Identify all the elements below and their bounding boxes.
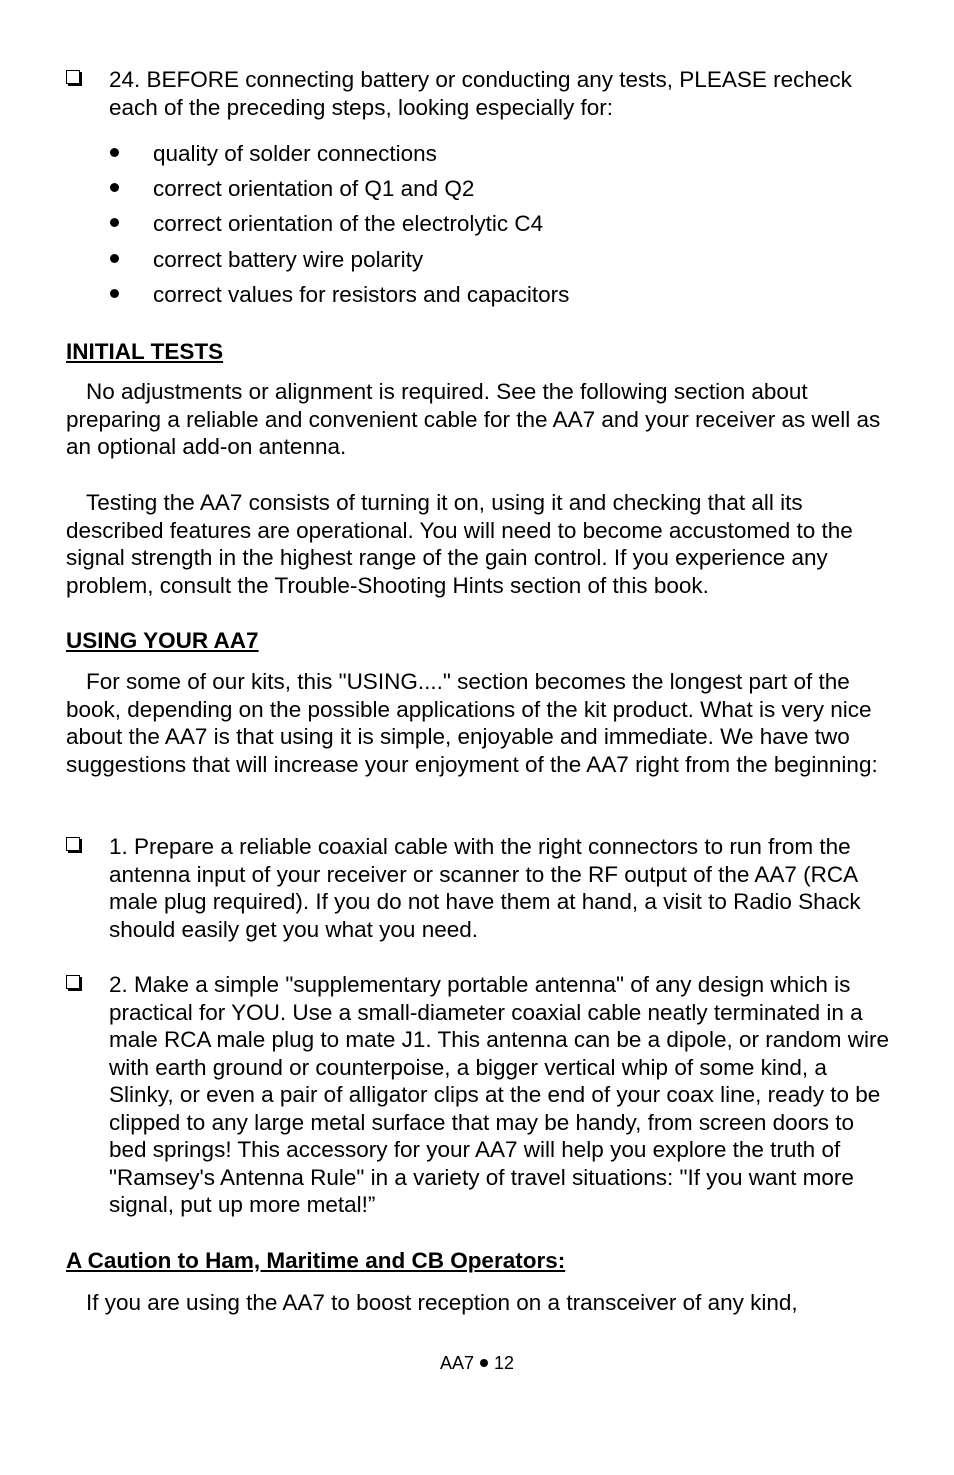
page-number: 12: [494, 1353, 515, 1373]
list-item: correct orientation of the electrolytic C4: [110, 210, 543, 238]
step-1-text: 1. Prepare a reliable coaxial cable with the right connectors to run from the antenna input of your receiver or scanner to the RF output of the AA7 (RCA male plug required). If you do not have them at hand, a visit to Radio Shack should easily get you what you need.: [109, 834, 861, 942]
checkbox-icon[interactable]: [66, 70, 80, 84]
bullet-icon: [110, 289, 119, 298]
step-2: [66, 971, 896, 1219]
list-item: correct battery wire polarity: [110, 246, 423, 274]
bullet-icon: [110, 183, 119, 192]
list-item: quality of solder connections: [110, 140, 437, 168]
checkbox-icon[interactable]: [66, 837, 80, 851]
checkbox-icon[interactable]: [66, 975, 80, 989]
footer-model: AA7: [439, 1353, 474, 1373]
using-para: For some of our kits, this "USING...." section becomes the longest part of the book, depending on the possible applications of the kit product. What is very nice about the AA7 is that using it is simple, enjoyable and immediate. We have two suggestions that will increase your enjoyment of the AA7 right from the beginning:: [66, 669, 878, 777]
initial-tests-heading: INITIAL TESTS: [66, 339, 224, 364]
bullet-icon: [110, 148, 119, 157]
page-footer: [0, 1350, 954, 1378]
bullet-icon: [480, 1359, 488, 1367]
list-item: correct values for resistors and capacitors: [110, 281, 569, 309]
bullet-icon: [110, 254, 119, 263]
initial-tests-para-2: Testing the AA7 consists of turning it on, using it and checking that all its described features are operational. You will need to become accustomed to the signal strength in the highest range of the gain control. If you experience any problem, consult the Trouble-Shooting Hints section of this book.: [66, 490, 853, 598]
initial-tests-para-1: No adjustments or alignment is required. See the following section about preparing a reliable and convenient cable for the AA7 and your receiver as well as an optional add-on antenna.: [66, 379, 881, 459]
bullet-icon: [110, 218, 119, 227]
list-item: correct orientation of Q1 and Q2: [110, 175, 474, 203]
step-2-text: 2. Make a simple "supplementary portable antenna" of any design which is practical for YOU. Use a small-diameter coaxial cable neatly terminated in a male RCA male plug to mate J1. This antenna can be a dipole, or random wire with earth ground or counterpoise, a bigger vertical whip of some kind, a Slinky, or even a pair of alligator clips at the end of your coax line, ready to be clipped to any large metal surface that may be handy, from screen doors to bed springs! This accessory for your AA7 will help you explore the truth of "Ramsey's Antenna Rule" in a variety of travel situations: "If you want more signal, put up more metal!”: [109, 972, 890, 1217]
caution-heading: A Caution to Ham, Maritime and CB Operators:: [66, 1248, 566, 1273]
step-1: [66, 833, 896, 943]
step-24-text: 24. BEFORE connecting battery or conducting any tests, PLEASE recheck each of the preceding steps, looking especially for:: [109, 67, 852, 120]
using-heading: USING YOUR AA7: [66, 628, 259, 653]
step-24: [66, 66, 896, 121]
caution-para: If you are using the AA7 to boost reception on a transceiver of any kind,: [86, 1290, 798, 1315]
